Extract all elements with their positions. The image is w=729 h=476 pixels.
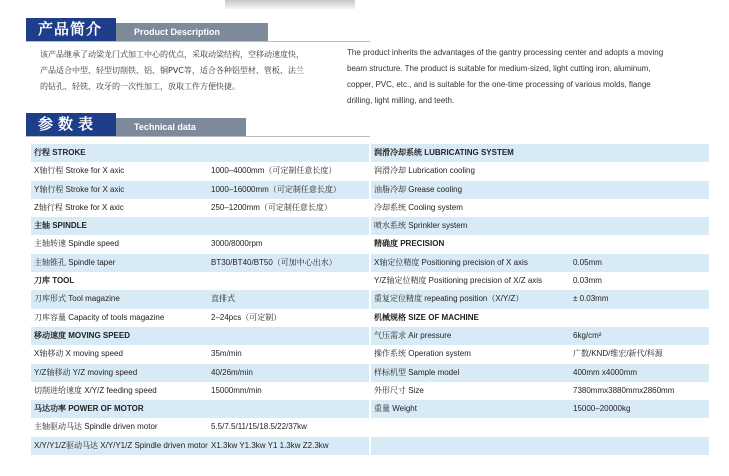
spec-value: 广数/KND/维宏/新代/科源 [573,349,663,359]
spec-value: 15000mm/min [211,385,262,395]
spec-label: 样标机型 Sample model [374,367,460,377]
spec-group-title: 刀库 TOOL [34,276,75,286]
spec-value: 250–1200mm（可定制任意长度） [211,202,332,212]
spec-row [371,181,709,199]
spec-label: 重复定位精度 repeating position（X/Y/Z） [374,294,524,304]
spec-label: 润滑冷却 Lubrication cooling [374,166,475,176]
spec-value: 6kg/cm² [573,330,602,340]
spec-label: Y/Z轴移动 Y/Z moving speed [34,367,138,377]
spec-row [31,382,369,400]
spec-value: 3000/8000rpm [211,239,263,249]
header-underline [26,41,370,42]
spec-value: 1000–4000mm（可定制任意长度） [211,166,337,176]
spec-label: Y轴行程 Stroke for X axic [34,184,125,194]
spec-row [31,418,369,436]
spec-value: 2–24pcs（可定制） [211,312,282,322]
spec-row [371,400,709,418]
spec-row [31,364,369,382]
spec-group-row [31,144,369,162]
spec-row [31,290,369,308]
spec-label: X/Y/Y1/Z驱动马达 X/Y/Y1/Z Spindle driven motor [34,440,208,450]
spec-group-title: 马达功率 POWER OF MOTOR [34,404,144,414]
spec-label: 主轴锥孔 Spindle taper [34,257,116,267]
spec-value: 35m/min [211,349,242,359]
spec-row [371,162,709,180]
spec-label: 刀库容量 Capacity of tools magazine [34,312,165,322]
spec-label: 操作系统 Operation system [374,349,471,359]
spec-group-title: 机械规格 SIZE OF MACHINE [374,312,479,322]
spec-label: 油脂冷却 Grease cooling [374,184,463,194]
product-description-title-en: Product Description [116,23,268,42]
description-chinese [40,47,330,95]
spec-value: 400mm x4000mm [573,367,638,377]
spec-value: 5.5/7.5/11/15/18.5/22/37kw [211,422,307,432]
spec-label: Z轴行程 Stroke for X axic [34,202,124,212]
top-image-shadow [225,0,355,9]
spec-label: 外形尺寸 Size [374,385,424,395]
spec-row [371,418,709,436]
spec-label: 主轴驱动马达 Spindle driven motor [34,422,158,432]
spec-group-row [31,400,369,418]
spec-row [371,382,709,400]
spec-value: BT30/BT40/BT50（可加中心出水） [211,257,337,267]
spec-value: 0.03mm [573,276,602,286]
technical-data-header [26,113,370,137]
spec-group-row [371,309,709,327]
spec-group-row [31,327,369,345]
product-description-title-cn: 产品简介 [26,18,116,42]
product-description-header [26,18,370,42]
technical-data-title-en: Technical data [116,118,246,137]
spec-row [371,290,709,308]
description-en-line: drilling, light milling, and teeth. [347,96,455,105]
spec-value: 1000–16000mm（可定制任意长度） [211,184,341,194]
spec-label: Y/Z轴定位精度 Positioning precision of X/Z axis [374,276,543,286]
spec-group-title: 润滑冷却系统 LUBRICATING SYSTEM [374,148,514,157]
spec-label: 重量 Weight [374,404,417,414]
spec-label: X轴行程 Stroke for X axic [34,166,125,176]
spec-group-title: 精确度 PRECISION [374,239,445,249]
spec-group-title: 移动速度 MOVING SPEED [34,330,131,340]
spec-group-row [371,144,709,162]
spec-label: 喷水系统 Sprinkler system [374,221,468,231]
spec-table-left [31,144,369,455]
spec-row [371,272,709,290]
spec-row [371,437,709,455]
description-cn-line: 的钻孔、轻铣、攻牙的一次性加工，放取工件方便快捷。 [40,82,240,91]
description-en-line: copper, PVC, etc., and is suitable for the one-time processing of various molds, flange [347,80,651,89]
spec-row [31,345,369,363]
spec-table-right [371,144,709,455]
spec-row [31,235,369,253]
spec-group-title: 行程 STROKE [34,148,86,157]
description-cn-line: 产品适合中型、轻型切削铁、铝、铜PVC等，适合各种铝型材、管板、法兰 [40,66,304,75]
spec-value: 直排式 [211,294,235,304]
spec-label: 冷却系统 Cooling system [374,202,463,212]
spec-value: ± 0.03mm [573,294,609,304]
spec-value: 40/26m/min [211,367,253,377]
spec-value: 0.05mm [573,257,602,267]
spec-row [371,345,709,363]
spec-group-row [31,272,369,290]
technical-data-title-cn: 参数表 [26,113,116,137]
spec-row [371,327,709,345]
spec-row [31,181,369,199]
spec-value: 7380mmx3880mmx2860mm [573,385,675,395]
description-en-line: beam structure. The product is suitable for medium-sized, light cutting iron, aluminum, [347,64,651,73]
spec-label: 主轴转速 Spindle speed [34,239,119,249]
spec-label: 刀库形式 Tool magazine [34,294,120,304]
spec-row [31,199,369,217]
spec-value: X1.3kw Y1.3kw Y1 1.3kw Z2.3kw [211,440,329,450]
spec-row [31,254,369,272]
spec-label: X轴定位精度 Positioning precision of X axis [374,257,528,267]
spec-group-row [31,217,369,235]
description-en-line: The product inherits the advantages of the gantry processing center and adopts a moving [347,48,664,57]
spec-row [31,437,369,455]
spec-row [371,199,709,217]
spec-group-title: 主轴 SPINDLE [34,221,87,231]
spec-group-row [371,235,709,253]
spec-row [371,364,709,382]
spec-label: X轴移动 X moving speed [34,349,123,359]
spec-value: 15000–20000kg [573,404,631,414]
spec-row [371,254,709,272]
spec-label: 切削进给速度 X/Y/Z feeding speed [34,385,157,395]
spec-row [31,162,369,180]
description-cn-line: 该产品继承了动梁龙门式加工中心的优点，采取动梁结构，空移动速度快， [40,50,304,59]
header-underline [26,136,370,137]
description-english [347,45,697,109]
spec-row [31,309,369,327]
spec-label: 气压需求 Air pressure [374,330,452,340]
spec-row [371,217,709,235]
